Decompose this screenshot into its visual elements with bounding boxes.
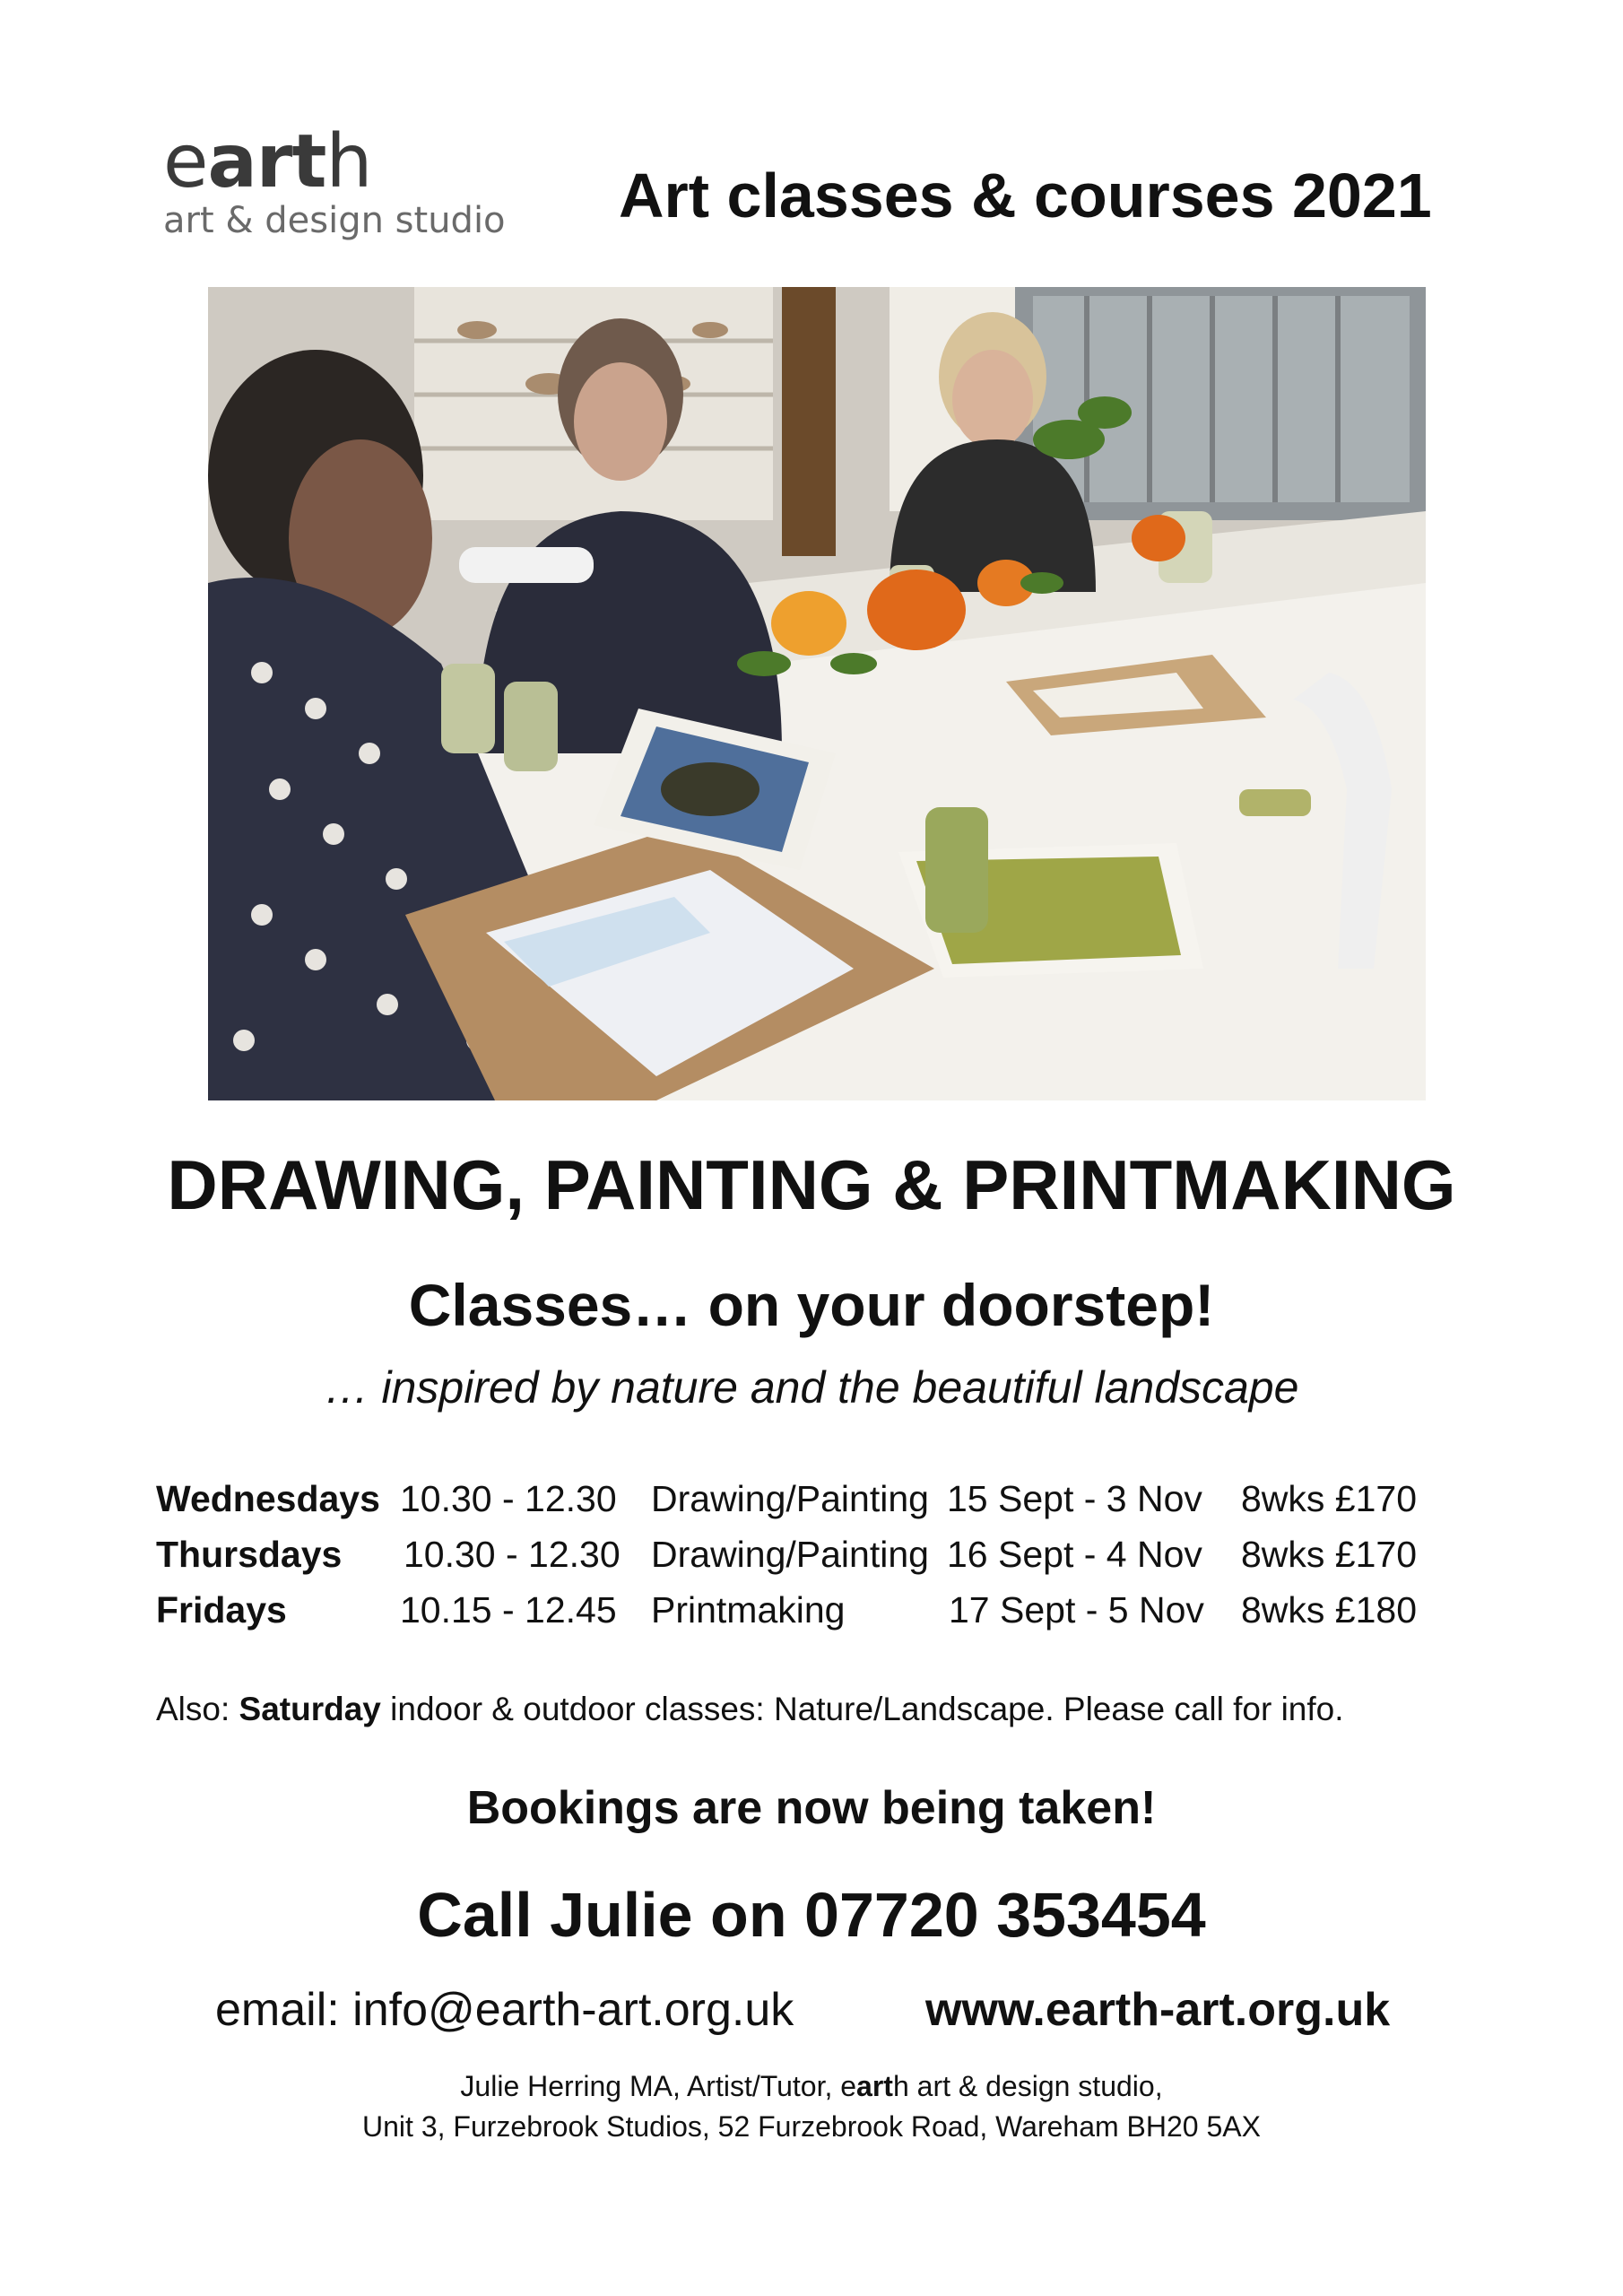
schedule-time: 10.15 - 12.45 (400, 1589, 617, 1631)
logo-word-suffix: h (325, 119, 372, 204)
studio-logo (163, 119, 506, 241)
schedule-day: Fridays (156, 1589, 287, 1631)
footer-line-1 (0, 2072, 1623, 2100)
logo-word-prefix: e (163, 119, 208, 204)
saturday-note-rest: indoor & outdoor classes: Nature/Landscape. Please call for info. (380, 1691, 1344, 1727)
footer-line-1-suffix: h art & design studio, (892, 2070, 1163, 2102)
footer-line-1-prefix: Julie Herring MA, Artist/Tutor, e (460, 2070, 857, 2102)
schedule-price: 8wks £170 (1241, 1478, 1418, 1519)
booking-notice: Bookings are now being taken! (466, 1782, 1157, 1834)
main-heading: DRAWING, PAINTING & PRINTMAKING (167, 1145, 1456, 1224)
schedule-time: 10.30 - 12.30 (404, 1534, 621, 1575)
sub-heading: Classes… on your doorstep! (408, 1272, 1215, 1338)
schedule-class: Printmaking (651, 1589, 846, 1631)
saturday-note-prefix: Also: (156, 1691, 239, 1727)
email-link[interactable]: email: info@earth-art.org.uk (215, 1984, 794, 2036)
class-photo (208, 287, 1426, 1100)
schedule-dates: 17 Sept - 5 Nov (949, 1589, 1204, 1631)
footer-address: Unit 3, Furzebrook Studios, 52 Furzebrook Road, Wareham BH20 5AX (362, 2110, 1261, 2143)
schedule-price: 8wks £180 (1241, 1589, 1418, 1631)
schedule-class: Drawing/Painting (651, 1534, 929, 1575)
class-photo-illustration (208, 287, 1426, 1100)
logo-wordmark (163, 119, 506, 204)
tagline: … inspired by nature and the beautiful landscape (324, 1362, 1299, 1413)
schedule-dates: 16 Sept - 4 Nov (947, 1534, 1202, 1575)
schedule-dates: 15 Sept - 3 Nov (947, 1478, 1202, 1519)
schedule-day: Wednesdays (156, 1478, 380, 1519)
schedule-time: 10.30 - 12.30 (400, 1478, 617, 1519)
schedule-day: Thursdays (156, 1534, 343, 1575)
saturday-note-day: Saturday (239, 1691, 381, 1727)
schedule-price: 8wks £170 (1241, 1534, 1418, 1575)
website-link[interactable]: www.earth-art.org.uk (925, 1984, 1391, 2036)
logo-word-emph: art (207, 119, 326, 204)
page-title: Art classes & courses 2021 (619, 161, 1432, 230)
schedule-class: Drawing/Painting (651, 1478, 929, 1519)
saturday-note (156, 1692, 1344, 1726)
logo-subtitle: art & design studio (163, 200, 506, 241)
call-phone[interactable]: Call Julie on 07720 353454 (417, 1880, 1206, 1950)
footer-line-1-emph: art (856, 2070, 893, 2102)
